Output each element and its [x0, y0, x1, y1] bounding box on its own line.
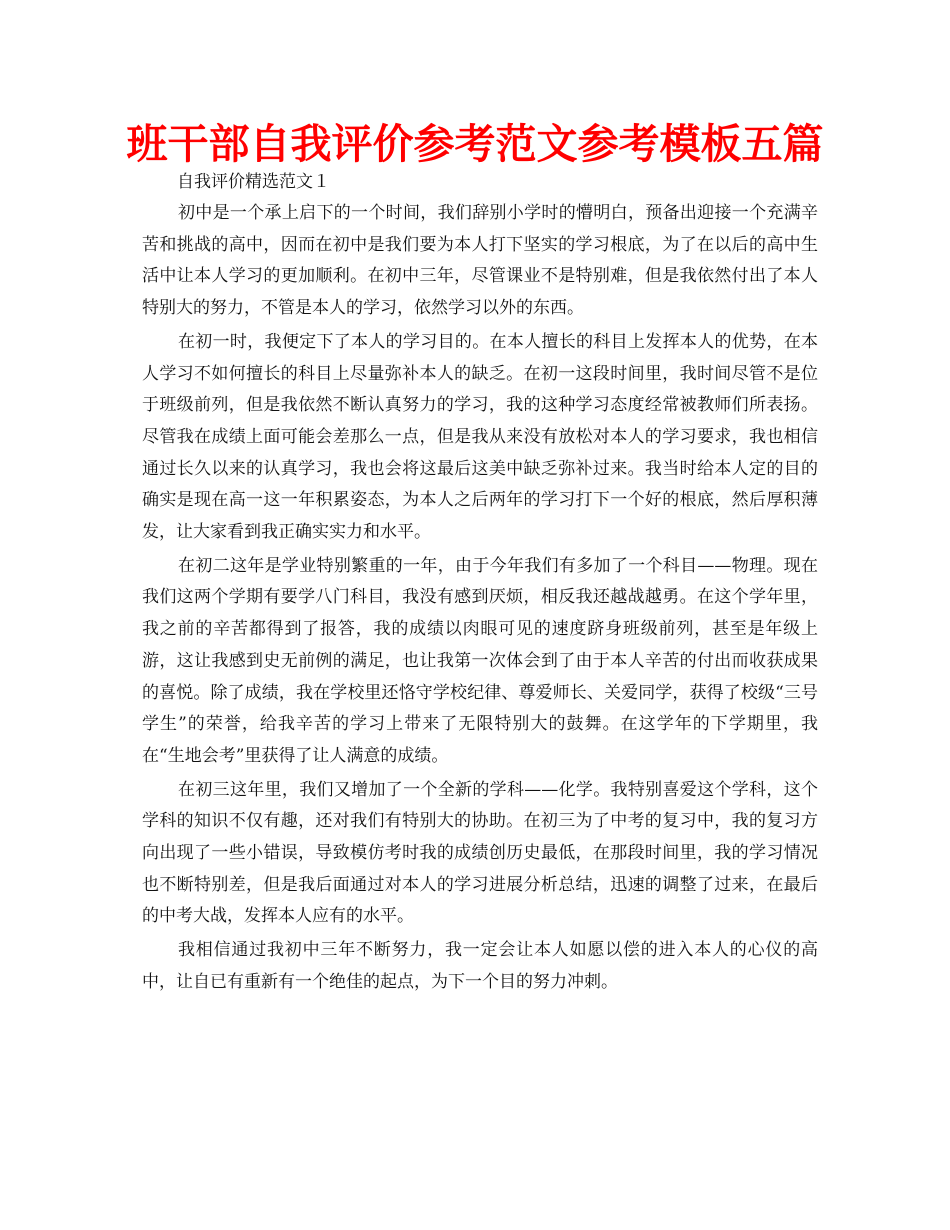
paragraph: 在初一时，我便定下了本人的学习目的。在本人擅长的科目上发挥本人的优势，在本人学习不如何擅长的科目上尽量弥补本人的缺乏。在初一这段时间里，我时间尽管不是位于班级前列，但是我依然不断认真努力的学习，我的这种学习态度经常被教师们所表扬。尽管我在成绩上面可能会差那么一点，但是我从来没有放松对本人的学习要求，我也相信通过长久以来的认真学习，我也会将这最后这美中缺乏弥补过来。我当时给本人定的目的确实是现在高一这一年积累姿态，为本人之后两年的学习打下一个好的根底，然后厚积薄发，让大家看到我正确实实力和水平。 [142, 331, 818, 543]
paragraph: 初中是一个承上启下的一个时间，我们辞别小学时的懵明白，预备出迎接一个充满辛苦和挑战的高中，因而在初中是我们要为本人打下坚实的学习根底，为了在以后的高中生活中让本人学习的更加顺利。在初中三年，尽管课业不是特别难，但是我依然付出了本人特别大的努力，不管是本人的学习，依然学习以外的东西。 [142, 203, 818, 319]
paragraph: 在初三这年里，我们又增加了一个全新的学科——化学。我特别喜爱这个学科，这个学科的知识不仅有趣，还对我们有特别大的协助。在初三为了中考的复习中，我的复习方向出现了一些小错误，导致模仿考时我的成绩创历史最低，在那段时间里，我的学习情况也不断特别差，但是我后面通过对本人的学习进展分析总结，迅速的调整了过来，在最后的中考大战，发挥本人应有的水平。 [142, 779, 818, 927]
document-subtitle: 自我评价精选范文１ [177, 172, 330, 192]
paragraph: 在初二这年是学业特别繁重的一年，由于今年我们有多加了一个科目——物理。现在我们这两个学期有要学八门科目，我没有感到厌烦，相反我还越战越勇。在这个学年里，我之前的辛苦都得到了报答，我的成绩以肉眼可见的速度跻身班级前列，甚至是年级上游，这让我感到史无前例的满足，也让我第一次体会到了由于本人辛苦的付出而收获成果的喜悦。除了成绩，我在学校里还恪守学校纪律、尊爱师长、关爱同学，获得了校级“三号学生”的荣誉，给我辛苦的学习上带来了无限特别大的鼓舞。在这学年的下学期里，我在“生地会考”里获得了让人满意的成绩。 [142, 555, 818, 766]
document-title: 班干部自我评价参考范文参考模板五篇 [126, 120, 824, 168]
document-body [142, 198, 818, 1001]
paragraph: 我相信通过我初中三年不断努力，我一定会让本人如愿以偿的进入本人的心仪的高中，让自已有重新有一个绝佳的起点，为下一个目的努力冲刺。 [142, 940, 818, 992]
